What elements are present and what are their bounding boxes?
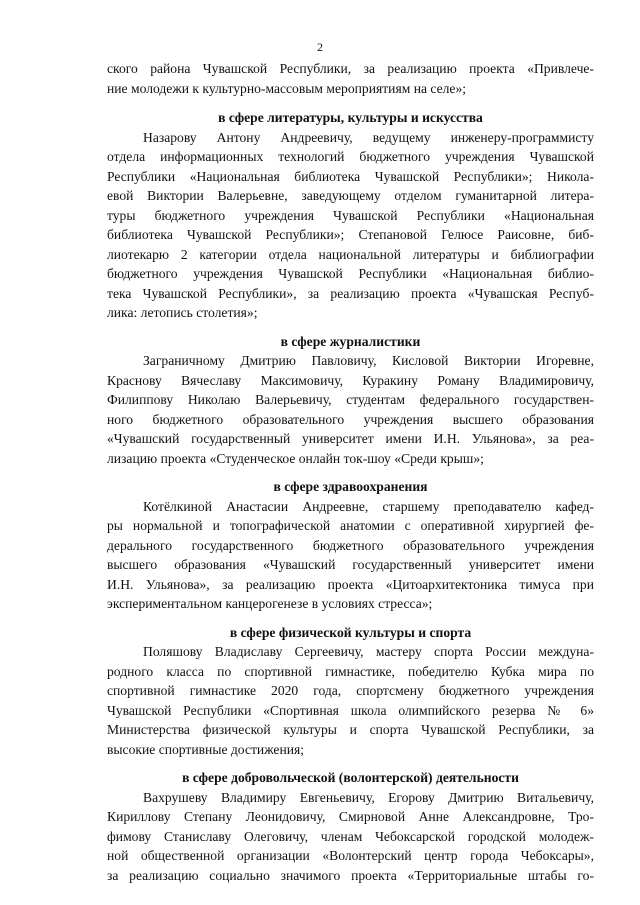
section-heading: в сфере физической культуры и спорта	[229, 624, 472, 640]
text-line: «Чувашский государственный университет имени И.Н. Ульянова», за реа-	[107, 431, 594, 446]
text-line: Чувашской Республики «Спортивная школа олимпийского резерва № 6»	[107, 702, 594, 718]
text-line: Вахрушеву Владимиру Евгеньевичу, Егорову Дмитрию Витальевичу,	[143, 789, 594, 805]
text-line: высокие спортивные достижения;	[107, 741, 305, 757]
section-heading: в сфере здравоохранения	[273, 479, 428, 494]
text-line: фимову Станиславу Олеговичу, членам Чебоксарской городской молодеж-	[107, 828, 594, 844]
text-line: лика: летопись столетия»;	[107, 305, 258, 320]
text-line: ние молодежи к культурно-массовым мероприятиям на селе»;	[107, 80, 467, 96]
text-line: высшего образования «Чувашский государственный университет имени	[107, 557, 594, 572]
text-line: дерального государственного бюджетного образовательного учреждения	[107, 537, 594, 553]
text-line: бюджетного учреждения Чувашской Республики «Национальная библио-	[107, 266, 594, 281]
section-journalism	[107, 332, 594, 469]
text-line: евой Виктории Валерьевне, заведующему отделом гуманитарной литера-	[107, 188, 594, 203]
text-line: Филиппову Николаю Валерьевичу, студентам федерального государствен-	[107, 392, 594, 407]
text-line: лиотекарю 2 категории отдела национальной литературы и библиографии	[107, 246, 594, 262]
text-line: Поляшову Владиславу Сергеевичу, мастеру спорта России междуна-	[143, 644, 594, 659]
text-line: за реализацию социально значимого проекта «Территориальные штабы го-	[107, 867, 594, 883]
section-heading: в сфере журналистики	[280, 333, 421, 349]
section-healthcare	[107, 477, 594, 614]
text-line: Котёлкиной Анастасии Андреевне, старшему преподавателю кафед-	[143, 498, 594, 514]
text-line: ного бюджетного образовательного учреждения высшего образования	[107, 411, 594, 427]
text-line: Заграничному Дмитрию Павловичу, Кисловой Виктории Игоревне,	[143, 353, 594, 368]
text-line: туры бюджетного учреждения Чувашской Республики «Национальная	[107, 207, 594, 223]
text-line: отдела информационных технологий бюджетного учреждения Чувашской	[107, 149, 594, 164]
text-line: Республики «Национальная библиотека Чувашской Республики»; Никола-	[107, 168, 594, 184]
text-line: ского района Чувашской Республики, за реализацию проекта «Привлече-	[107, 61, 594, 76]
text-line: ной общественной организации «Волонтерский центр города Чебоксары»,	[107, 848, 594, 863]
page-number: 2	[317, 40, 323, 54]
section-sports	[107, 623, 594, 760]
section-heading: в сфере литературы, культуры и искусства	[218, 110, 483, 125]
text-line: лизацию проекта «Студенческое онлайн ток-шоу «Среди крыш»;	[107, 450, 484, 466]
text-line: родного класса по спортивной гимнастике, победителю Кубка мира по	[107, 663, 594, 679]
text-line: Краснову Вячеславу Максимовичу, Куракину Роману Владимировичу,	[107, 372, 594, 388]
text-line: тека Чувашской Республики», за реализацию проекта «Чувашская Респуб-	[107, 285, 594, 301]
lead-paragraph	[107, 59, 594, 98]
section-volunteering	[107, 768, 594, 885]
section-literature	[107, 108, 594, 323]
text-line: Министерства физической культуры и спорта Чувашской Республики, за	[107, 722, 594, 737]
text-line: И.Н. Ульянова», за реализацию проекта «Цитоархитектоника тимуса при	[107, 576, 594, 592]
text-line: экспериментальном канцерогенезе в условиях стресса»;	[107, 596, 433, 611]
text-line: библиотека Чувашской Республики»; Степановой Гелюсе Раисовне, биб-	[107, 227, 594, 242]
document-body	[107, 59, 594, 885]
section-heading: в сфере добровольческой (волонтерской) деятельности	[182, 770, 519, 785]
text-line: ры нормальной и топографической анатомии с оперативной хирургией фе-	[107, 518, 594, 533]
text-line: Назарову Антону Андреевичу, ведущему инженеру-программисту	[143, 129, 594, 145]
text-line: спортивной гимнастике 2020 года, спортсмену бюджетного учреждения	[107, 683, 594, 698]
text-line: Кириллову Степану Леонидовичу, Смирновой Анне Александровне, Тро-	[107, 809, 594, 824]
